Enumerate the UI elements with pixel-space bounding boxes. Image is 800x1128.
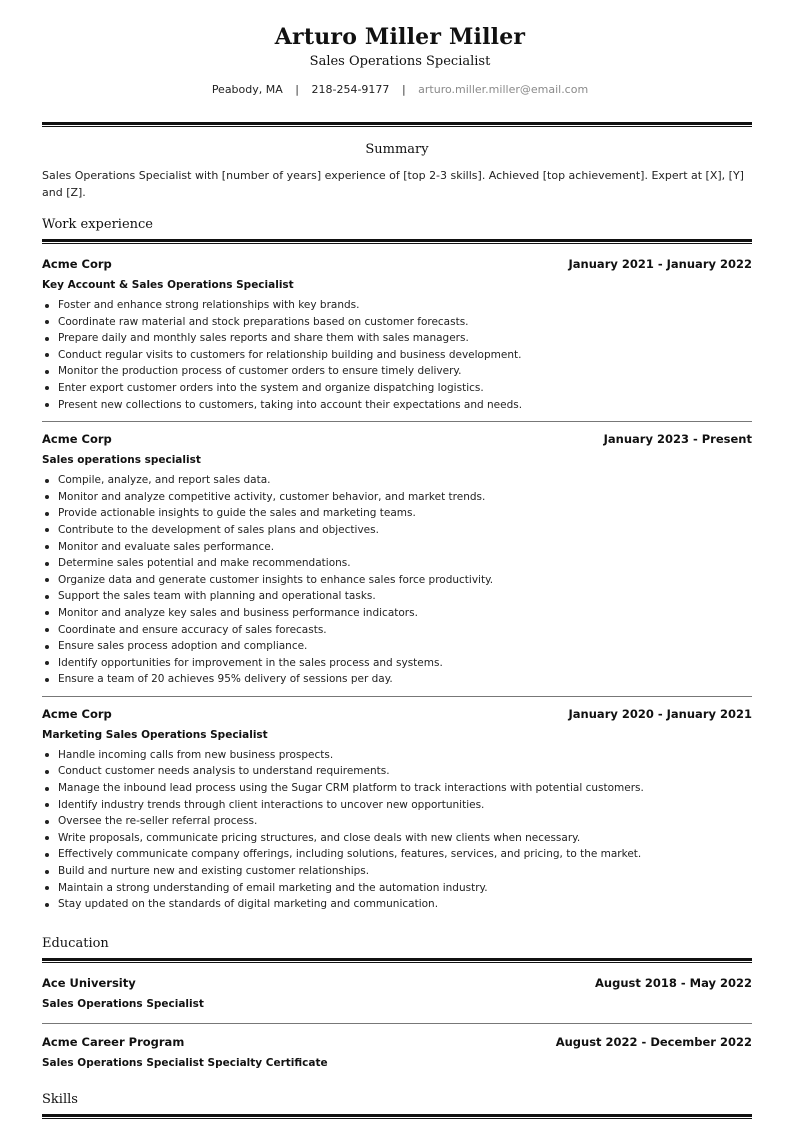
skills-heading-wrap bbox=[0, 1091, 800, 1109]
job-role: Key Account & Sales Operations Specialist bbox=[42, 279, 294, 291]
education-heading-wrap bbox=[0, 935, 800, 953]
list-item: Conduct customer needs analysis to understand requirements. bbox=[42, 763, 752, 780]
list-item: Foster and enhance strong relationships with key brands. bbox=[42, 297, 752, 314]
job-header bbox=[42, 256, 752, 272]
contact-separator: | bbox=[401, 83, 406, 96]
job-dates: January 2023 - Present bbox=[603, 432, 752, 447]
job-entry bbox=[0, 706, 800, 913]
job-bullets bbox=[42, 297, 752, 413]
education-heading: Education bbox=[42, 935, 109, 951]
list-item: Ensure a team of 20 achieves 95% delivery of sessions per day. bbox=[42, 671, 752, 688]
summary-section bbox=[0, 141, 800, 201]
job-entry bbox=[0, 256, 800, 413]
education-divider bbox=[42, 958, 752, 963]
resume-header bbox=[0, 0, 800, 98]
job-dates: January 2021 - January 2022 bbox=[568, 257, 752, 271]
contact-phone: 218-254-9177 bbox=[311, 83, 390, 96]
education-entry bbox=[0, 1034, 800, 1071]
list-item: Present new collections to customers, taking into account their expectations and needs. bbox=[42, 397, 752, 414]
job-bullets bbox=[42, 472, 752, 688]
work-heading: Work experience bbox=[42, 217, 153, 232]
list-item: Handle incoming calls from new business prospects. bbox=[42, 747, 752, 764]
list-item: Support the sales team with planning and operational tasks. bbox=[42, 588, 752, 605]
job-company: Acme Corp bbox=[42, 257, 112, 271]
list-item: Provide actionable insights to guide the sales and marketing teams. bbox=[42, 505, 752, 522]
summary-text: Sales Operations Specialist with [number of years] experience of [top 2-3 skills]. Achieved [top achievement]. Expert at [X], [Y] and [Z]. bbox=[42, 169, 744, 199]
education-degree: Sales Operations Specialist Specialty Certificate bbox=[42, 1056, 328, 1069]
list-item: Monitor and analyze competitive activity, customer behavior, and market trends. bbox=[42, 489, 752, 506]
education-item-divider bbox=[42, 1023, 752, 1024]
list-item: Enter export customer orders into the system and organize dispatching logistics. bbox=[42, 380, 752, 397]
contact-separator: | bbox=[295, 83, 299, 96]
work-section-heading-wrap bbox=[0, 216, 800, 234]
list-item: Coordinate and ensure accuracy of sales forecasts. bbox=[42, 622, 752, 639]
job-bullets bbox=[42, 747, 752, 913]
candidate-title: Sales Operations Specialist bbox=[309, 54, 491, 69]
candidate-name: Arturo Miller Miller bbox=[274, 24, 526, 50]
list-item: Stay updated on the standards of digital marketing and communication. bbox=[42, 896, 752, 913]
job-dates: January 2020 - January 2021 bbox=[568, 706, 752, 721]
list-item: Prepare daily and monthly sales reports and share them with sales managers. bbox=[42, 330, 752, 347]
list-item: Effectively communicate company offerings, including solutions, features, services, and pricing, to the market. bbox=[42, 846, 752, 863]
job-header bbox=[42, 431, 752, 447]
list-item: Contribute to the development of sales plans and objectives. bbox=[42, 522, 752, 539]
skills-divider bbox=[42, 1114, 752, 1119]
job-role: Sales operations specialist bbox=[42, 454, 201, 467]
list-item: Organize data and generate customer insights to enhance sales force productivity. bbox=[42, 572, 752, 589]
list-item: Maintain a strong understanding of email marketing and the automation industry. bbox=[42, 880, 752, 897]
contact-line bbox=[0, 82, 800, 98]
skills-heading: Skills bbox=[42, 1091, 78, 1107]
job-role: Marketing Sales Operations Specialist bbox=[42, 728, 268, 741]
job-divider bbox=[42, 696, 752, 697]
education-dates: August 2018 - May 2022 bbox=[595, 975, 752, 990]
list-item: Build and nurture new and existing customer relationships. bbox=[42, 863, 752, 880]
list-item: Monitor and evaluate sales performance. bbox=[42, 539, 752, 556]
education-school: Acme Career Program bbox=[42, 1034, 185, 1049]
job-company: Acme Corp bbox=[42, 706, 112, 721]
job-divider bbox=[42, 421, 752, 422]
list-item: Monitor and analyze key sales and business performance indicators. bbox=[42, 605, 752, 622]
list-item: Monitor the production process of customer orders to ensure timely delivery. bbox=[42, 363, 752, 380]
list-item: Write proposals, communicate pricing structures, and close deals with new clients when necessary. bbox=[42, 830, 752, 847]
education-entry bbox=[0, 975, 800, 1012]
contact-location: Peabody, MA bbox=[211, 83, 283, 96]
list-item: Compile, analyze, and report sales data. bbox=[42, 472, 752, 489]
education-degree: Sales Operations Specialist bbox=[42, 997, 204, 1010]
education-school: Ace University bbox=[42, 975, 136, 990]
list-item: Determine sales potential and make recommendations. bbox=[42, 555, 752, 572]
list-item: Identify opportunities for improvement in the sales process and systems. bbox=[42, 655, 752, 672]
header-divider bbox=[42, 122, 752, 127]
job-header bbox=[42, 706, 752, 722]
education-header bbox=[42, 975, 752, 991]
education-header bbox=[42, 1034, 752, 1050]
summary-heading: Summary bbox=[365, 142, 429, 157]
job-company: Acme Corp bbox=[42, 432, 112, 447]
list-item: Coordinate raw material and stock preparations based on customer forecasts. bbox=[42, 314, 752, 331]
education-dates: August 2022 - December 2022 bbox=[555, 1034, 752, 1049]
contact-email[interactable]: arturo.miller.miller@email.com bbox=[418, 83, 589, 96]
work-divider bbox=[42, 239, 752, 244]
list-item: Oversee the re-seller referral process. bbox=[42, 813, 752, 830]
list-item: Conduct regular visits to customers for relationship building and business development. bbox=[42, 347, 752, 364]
list-item: Manage the inbound lead process using the Sugar CRM platform to track interactions with potential customers. bbox=[42, 780, 752, 797]
list-item: Ensure sales process adoption and compliance. bbox=[42, 638, 752, 655]
job-entry bbox=[0, 431, 800, 688]
list-item: Identify industry trends through client interactions to uncover new opportunities. bbox=[42, 797, 752, 814]
